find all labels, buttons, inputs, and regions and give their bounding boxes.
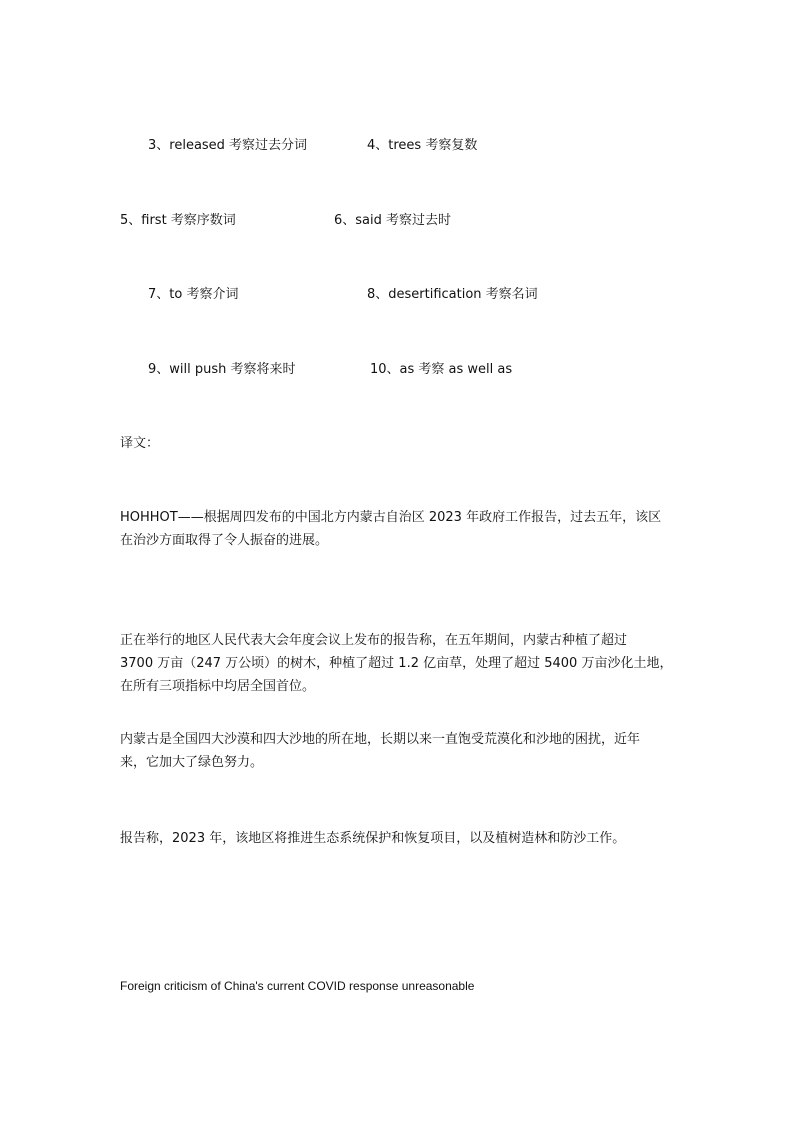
answer-item: 9、will push 考察将来时 <box>148 362 296 377</box>
paragraph-line: 3700 万亩（247 万公顷）的树木，种植了超过 1.2 亿亩草，处理了超过 5400 万亩沙化土地， <box>120 656 673 671</box>
paragraph-line: 内蒙古是全国四大沙漠和四大沙地的所在地，长期以来一直饱受荒漠化和沙地的困扰，近年 <box>120 732 641 747</box>
paragraph-line: 正在举行的地区人民代表大会年度会议上发布的报告称，在五年期间，内蒙古种植了超过 <box>120 633 628 648</box>
answer-item: 4、trees 考察复数 <box>367 138 478 153</box>
translation-paragraph <box>120 728 690 774</box>
answer-item: 8、desertification 考察名词 <box>367 287 538 302</box>
answer-item: 10、as 考察 as well as <box>370 362 513 377</box>
translation-paragraph <box>120 629 690 698</box>
paragraph-line: 报告称，2023 年，该地区将推进生态系统保护和恢复项目，以及植树造林和防沙工作。 <box>120 831 626 846</box>
article-title: Foreign criticism of China's current COVID response unreasonable <box>120 979 475 993</box>
answer-item: 5、first 考察序数词 <box>120 213 236 228</box>
paragraph-line: 在所有三项指标中均居全国首位。 <box>120 679 316 694</box>
translation-paragraph <box>120 506 690 552</box>
paragraph-line: HOHHOT——根据周四发布的中国北方内蒙古自治区 2023 年政府工作报告，过去五年，该区 <box>120 510 662 525</box>
answer-item: 6、said 考察过去时 <box>334 213 452 228</box>
translation-heading: 译文： <box>120 436 160 451</box>
answer-item: 3、released 考察过去分词 <box>148 138 308 153</box>
paragraph-line: 来，它加大了绿色努力。 <box>120 755 264 770</box>
answer-item: 7、to 考察介词 <box>148 287 239 302</box>
paragraph-line: 在治沙方面取得了令人振奋的进展。 <box>120 533 329 548</box>
translation-paragraph <box>120 827 690 850</box>
